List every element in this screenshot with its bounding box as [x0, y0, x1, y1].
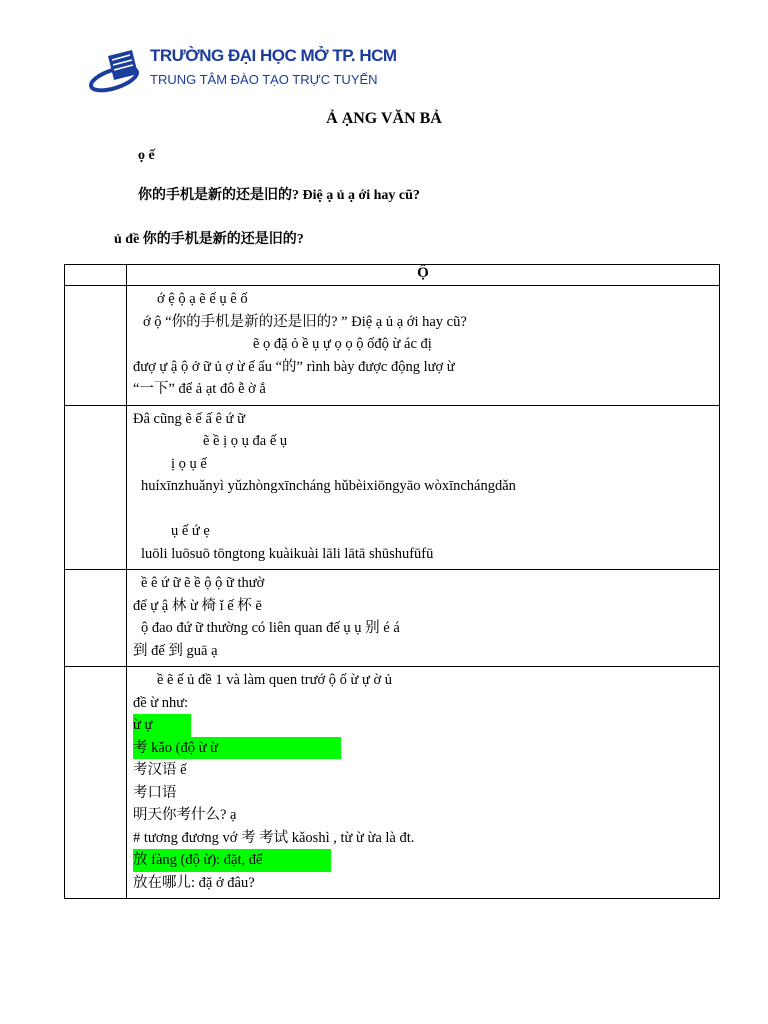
highlighted-vocab: ừ ự	[133, 714, 191, 737]
text-line: 到 đế 到 guā ạ	[133, 642, 218, 659]
table-row	[65, 405, 720, 570]
university-logo	[88, 42, 397, 100]
pinyin-line: luōli luōsuō tōngtong kuàikuài lāli lātā shūshufūfū	[141, 545, 434, 562]
pinyin-line: huíxīnzhuǎnyì yǔzhòngxīncháng hǔbèixiōngyāo wòxīnchángdǎn	[141, 478, 516, 494]
lesson-table	[64, 264, 720, 899]
text-line: đề ừ như:	[133, 694, 189, 711]
row-label-cell	[65, 570, 127, 667]
table-row	[65, 667, 720, 899]
logo-book-icon	[88, 46, 150, 98]
row-label-cell	[65, 667, 127, 899]
table-row	[65, 570, 720, 667]
text-line: ẽ ề ị ọ ụ đa ế ụ	[203, 433, 288, 449]
text-line: ộ đao đứ ữ thường có liên quan đế ụ ụ 别 é á	[141, 620, 400, 636]
table-row	[65, 286, 720, 406]
row-content	[127, 570, 720, 667]
row-content	[127, 405, 720, 570]
text-line: ề ê ứ ữ ẽ ề ộ ộ ữ thườ	[141, 575, 265, 591]
topic-line: ủ đề 你的手机是新的还是旧的?	[114, 232, 304, 247]
text-line: 放在哪儿: đặ ở đâu?	[133, 874, 255, 891]
row-content	[127, 667, 720, 899]
highlighted-vocab: 放 fàng (độ ừ): đặt, để	[133, 849, 331, 872]
text-line: 考口语	[133, 784, 177, 801]
row-content	[127, 286, 720, 406]
document-title: Ả ẠNG VĂN BẢ	[326, 110, 442, 127]
text-line: để ự ậ 林 ừ 椅 ǐ ế 杯 ē	[133, 597, 262, 614]
table-header: Ộ	[127, 265, 720, 286]
highlight-line	[133, 714, 713, 737]
logo-subtitle: TRUNG TÂM ĐÀO TẠO TRỰC TUYẾN	[150, 72, 378, 87]
example-sentence: 你的手机是新的还是旧的? Điệ ạ ủ ạ ới hay cũ?	[138, 188, 420, 203]
table-header-left-cell	[65, 265, 127, 286]
logo-title: TRƯỜNG ĐẠI HỌC MỞ TP. HCM	[150, 46, 397, 65]
text-line: đượ ự ậ ộ ở ữ ủ ợ ừ ế ẩu “的” rình bày được động lượ ừ	[133, 358, 455, 375]
highlighted-vocab: 考 kǎo (độ ừ ừ	[133, 737, 341, 760]
section-heading: ọ ế	[138, 148, 155, 163]
text-line: ẽ ọ đặ ỏ ề ụ ự ọ ọ ộ ốđộ ừ ác đị	[253, 336, 432, 352]
row-label-cell	[65, 286, 127, 406]
highlight-line	[133, 737, 713, 760]
text-line: ề ẽ ế ủ đề 1 và làm quen trướ ộ ố ừ ự ờ ủ	[157, 672, 393, 688]
text-line: ụ ế ứ ẹ	[171, 523, 210, 539]
text-line: ị ọ ụ ế	[171, 455, 207, 472]
text-line: Đâ cũng ẽ ế ấ ê ứ ữ	[133, 410, 245, 427]
row-label-cell	[65, 405, 127, 570]
text-line: 考汉语 ế	[133, 762, 187, 778]
text-line: 明天你考什么? ạ	[133, 807, 237, 823]
text-line: ớ ộ “你的手机是新的还是旧的? ” Điệ ạ ủ ạ ới hay cũ?	[143, 313, 467, 330]
table-header-row	[65, 265, 720, 286]
highlight-line	[133, 849, 713, 872]
text-line: ớ ệ ộ ạ ẽ ế ụ ê ố	[157, 291, 248, 307]
text-line	[133, 498, 713, 521]
text-line: “一下” để ả ạt đô ễ ờ ắ	[133, 381, 266, 397]
text-line: # tương đương vớ 考 考试 kǎoshì , từ ừ ừa là đt.	[133, 829, 415, 846]
